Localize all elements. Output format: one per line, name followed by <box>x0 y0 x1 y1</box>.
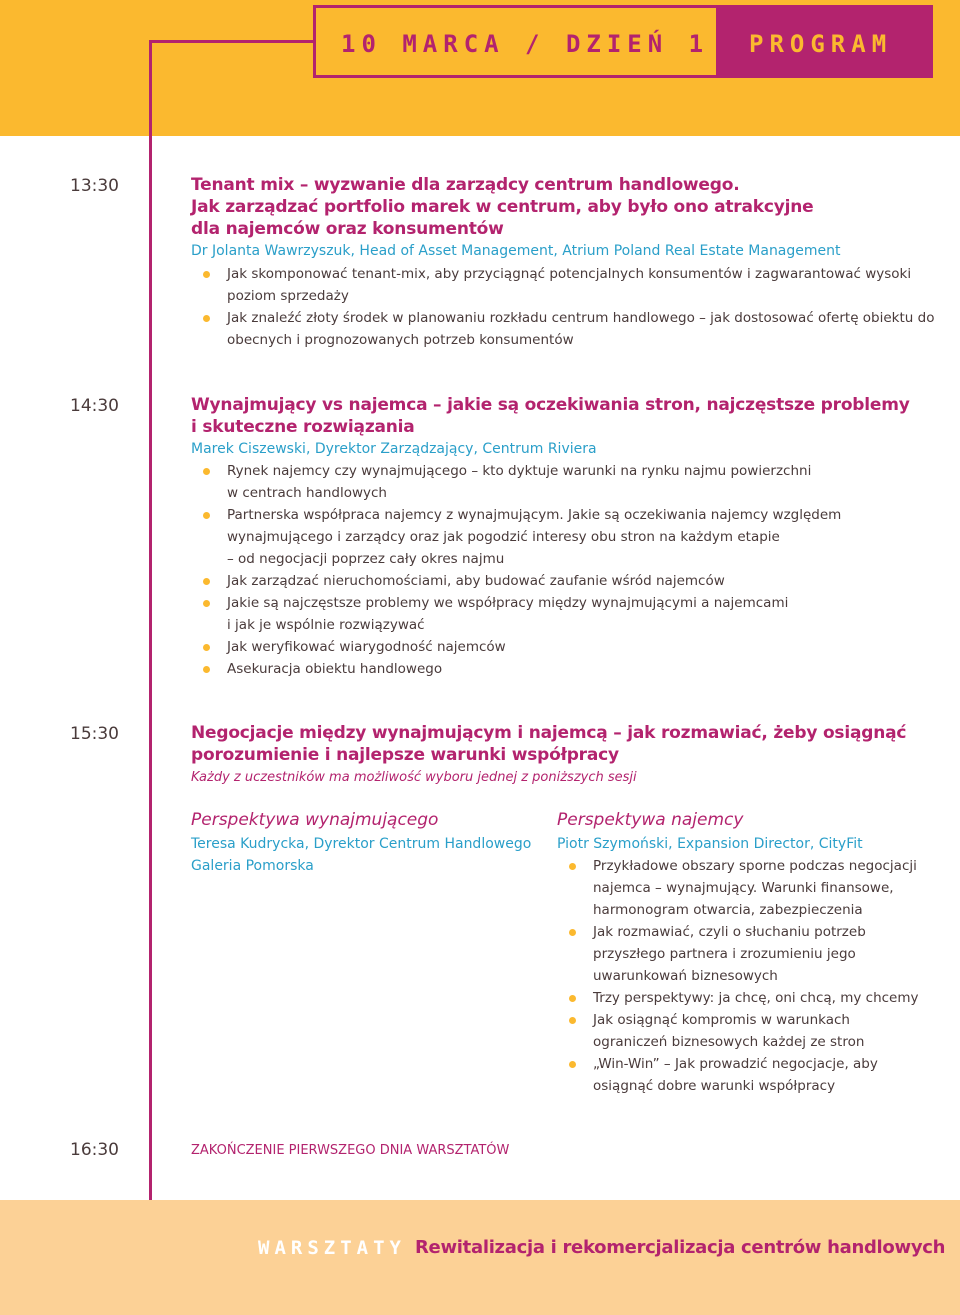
track-title-landlord: Perspektywa wynajmującego <box>191 810 439 830</box>
track-bullet-list <box>557 855 919 1097</box>
bullet-icon <box>569 995 576 1002</box>
list-item: Asekuracja obiektu handlowego <box>191 658 841 680</box>
bullet-icon <box>569 1017 576 1024</box>
bullet-icon <box>203 271 210 278</box>
session-speaker: Dr Jolanta Wawrzyszuk, Head of Asset Management, Atrium Poland Real Estate Management <box>191 243 841 259</box>
workshop-title: Rewitalizacja i rekomercjalizacja centrów handlowych <box>415 1237 946 1258</box>
bullet-icon <box>203 666 210 673</box>
session-time: 14:30 <box>70 396 119 416</box>
bullet-icon <box>569 1061 576 1068</box>
session-speaker: Marek Ciszewski, Dyrektor Zarządzający, Centrum Riviera <box>191 441 597 457</box>
session-time: 13:30 <box>70 176 119 196</box>
session-title: Tenant mix – wyzwanie dla zarządcy centrum handlowego. Jak zarządzać portfolio marek w centrum, aby było ono atrakcyjne dla najemców oraz konsumentów <box>191 175 814 239</box>
closing-time: 16:30 <box>70 1140 119 1160</box>
list-item: Jakie są najczęstsze problemy we współpracy między wynajmującymi a najemcami i jak je wspólnie rozwiązywać <box>191 592 841 636</box>
list-item: Jak osiągnąć kompromis w warunkach ograniczeń biznesowych każdej ze stron <box>557 1009 919 1053</box>
session-bullet-list <box>191 263 934 351</box>
list-item: Rynek najemcy czy wynajmującego – kto dyktuje warunki na rynku najmu powierzchni w centrach handlowych <box>191 460 841 504</box>
list-item: Jak znaleźć złoty środek w planowaniu rozkładu centrum handlowego – jak dostosować ofertę obiektu do obecnych i prognozowanych potrzeb konsumentów <box>191 307 934 351</box>
session-time: 15:30 <box>70 724 119 744</box>
list-item: „Win-Win” – Jak prowadzić negocjacje, aby osiągnąć dobre warunki współpracy <box>557 1053 919 1097</box>
session-title: Negocjacje między wynajmującym i najemcą – jak rozmawiać, żeby osiągnąć porozumienie i najlepsze warunki współpracy <box>191 723 907 765</box>
list-item: Przykładowe obszary sporne podczas negocjacji najemca – wynajmujący. Warunki finansowe, harmonogram otwarcia, zabezpieczenia <box>557 855 919 921</box>
closing-text: ZAKOŃCZENIE PIERWSZEGO DNIA WARSZTATÓW <box>191 1143 510 1158</box>
list-item: Jak skomponować tenant-mix, aby przyciągnąć potencjalnych konsumentów i zagwarantować wysoki poziom sprzedaży <box>191 263 934 307</box>
timeline-horizontal-line <box>149 40 316 43</box>
session-note: Każdy z uczestników ma możliwość wyboru jednej z poniższych sesji <box>191 770 637 785</box>
track-speaker-landlord: Teresa Kudrycka, Dyrektor Centrum Handlowego Galeria Pomorska <box>191 836 532 874</box>
bullet-icon <box>203 578 210 585</box>
session-title: Wynajmujący vs najemca – jakie są oczekiwania stron, najczęstsze problemy i skuteczne rozwiązania <box>191 395 910 437</box>
bullet-icon <box>203 600 210 607</box>
list-item: Jak zarządzać nieruchomościami, aby budować zaufanie wśród najemców <box>191 570 841 592</box>
track-title-tenant: Perspektywa najemcy <box>557 810 744 830</box>
bullet-icon <box>203 512 210 519</box>
track-speaker-tenant: Piotr Szymoński, Expansion Director, CityFit <box>557 836 863 852</box>
list-item: Trzy perspektywy: ja chcę, oni chcą, my chcemy <box>557 987 919 1009</box>
list-item: Partnerska współpraca najemcy z wynajmującym. Jakie są oczekiwania najemcy względem wynajmującego i zarządcy oraz jak pogodzić interesy obu stron na każdym etapie – od negocjacji poprzez cały okres najmu <box>191 504 841 570</box>
list-item: Jak rozmawiać, czyli o słuchaniu potrzeb przyszłego partnera i zrozumieniu jego uwarunkowań biznesowych <box>557 921 919 987</box>
program-label: PROGRAM <box>749 30 893 58</box>
bullet-icon <box>203 315 210 322</box>
bullet-icon <box>203 468 210 475</box>
header-date: 10 MARCA / DZIEŃ 1 <box>341 30 710 58</box>
workshop-label: WARSZTATY <box>258 1237 406 1259</box>
session-bullet-list <box>191 460 841 680</box>
bullet-icon <box>203 644 210 651</box>
bullet-icon <box>569 929 576 936</box>
list-item: Jak weryfikować wiarygodność najemców <box>191 636 841 658</box>
bullet-icon <box>569 863 576 870</box>
timeline-vertical-line <box>149 40 152 1315</box>
